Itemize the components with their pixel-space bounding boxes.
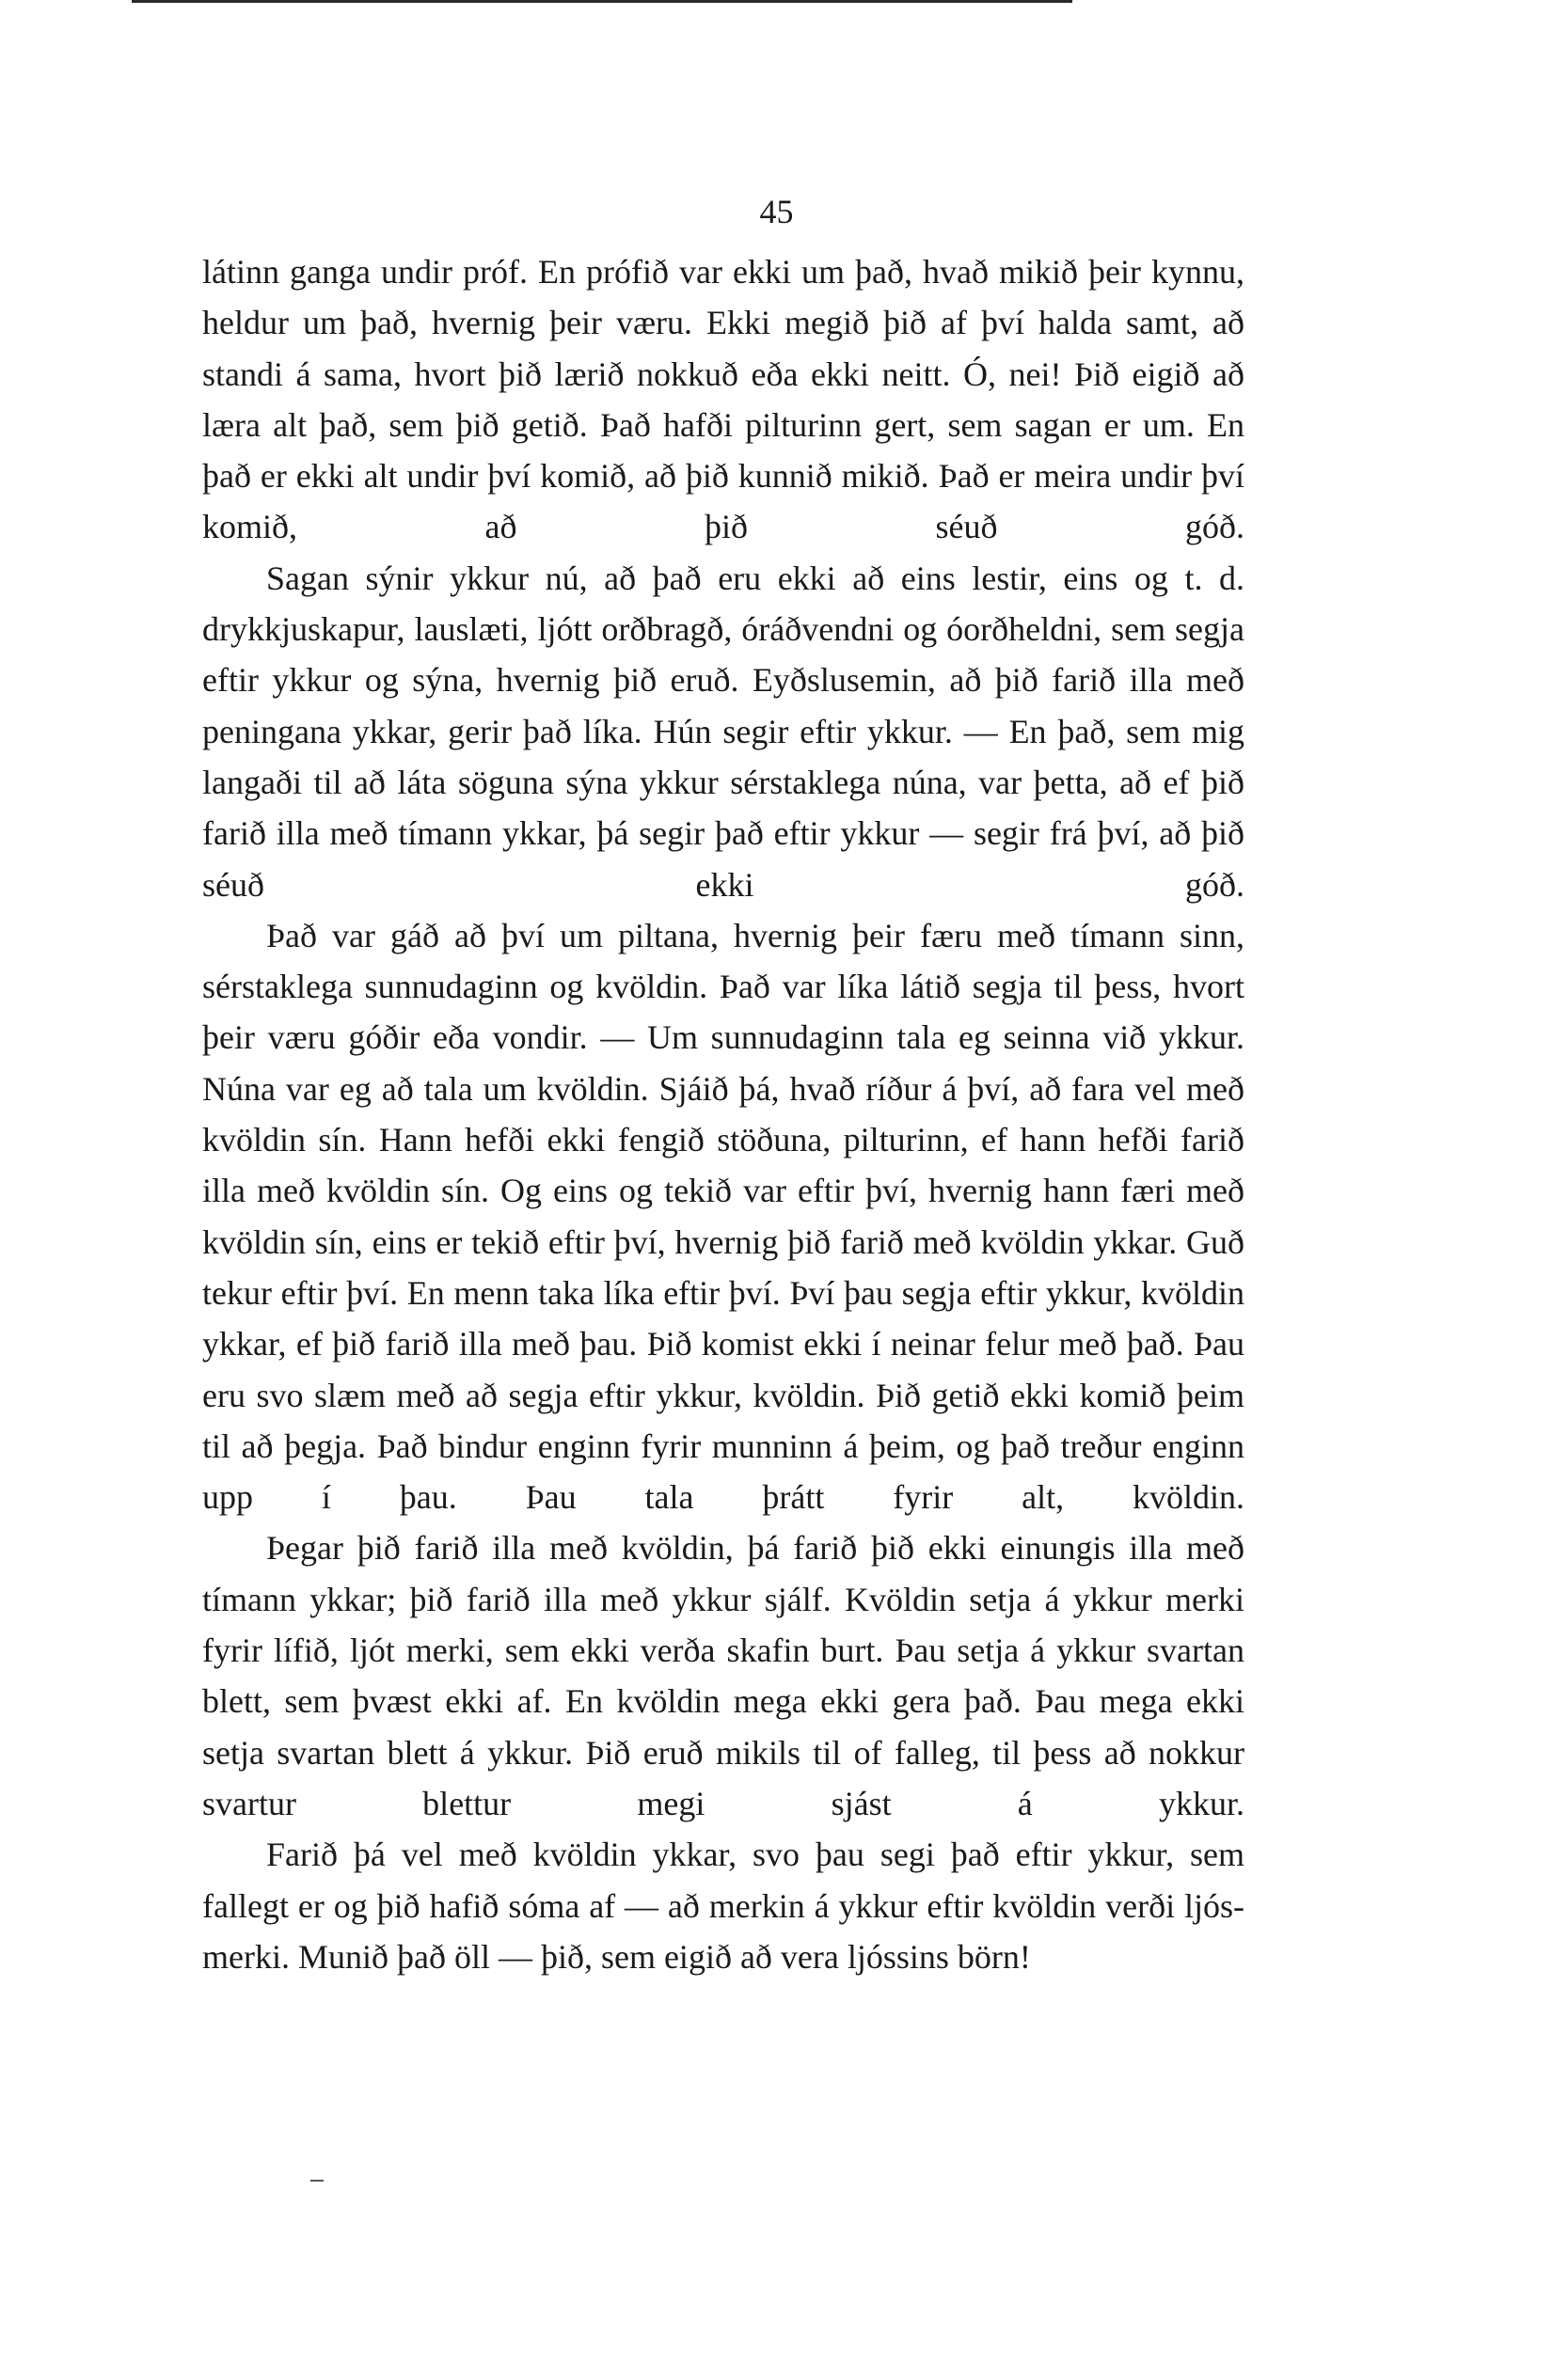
footer-dash-mark	[310, 2180, 324, 2182]
paragraph-5: Farið þá vel með kvöldin ykkar, svo þau segi það eftir ykkur, sem fallegt er og þið hafið sóma af — að merkin á ykkur eftir kvöldin verði ljós-merki. Munið það öll — þið, sem eigið að vera ljóssins börn!	[202, 1836, 1244, 1976]
page-number: 45	[759, 193, 794, 230]
paragraph-1: látinn ganga undir próf. En prófið var ekki um það, hvað mikið þeir kynnu, heldur um það, hvernig þeir væru. Ekki megið þið af því halda samt, að standi á sama, hvort þið lærið nokkuð eða ekki neitt. Ó, nei! Þið eigið að læra alt það, sem þið getið. Það hafði pilturinn gert, sem sagan er um. En það er ekki alt undir því komið, að þið kunnið mikið. Það er meira undir því komið, að þið séuð góð.	[202, 253, 1244, 546]
paragraph-2: Sagan sýnir ykkur nú, að það eru ekki að eins lestir, eins og t. d. drykkjuskapur, lauslæti, ljótt orðbragð, óráðvendni og óorðheldni, sem segja eftir ykkur og sýna, hvernig þið eruð. Eyðslusemin, að þið farið illa með peningana ykkar, gerir það líka. Hún segir eftir ykkur. — En það, sem mig langaði til að láta söguna sýna ykkur sérstaklega núna, var þetta, að ef þið farið illa með tímann ykkar, þá segir það eftir ykkur — segir frá því, að þið séuð ekki góð.	[202, 559, 1244, 904]
paragraph-4: Þegar þið farið illa með kvöldin, þá farið þið ekki einungis illa með tímann ykkar; þið farið illa með ykkur sjálf. Kvöldin setja á ykkur merki fyrir lífið, ljót merki, sem ekki verða skafin burt. Þau setja á ykkur svartan blett, sem þvæst ekki af. En kvöldin mega ekki gera það. Þau mega ekki setja svartan blett á ykkur. Þið eruð mikils til of falleg, til þess að nokkur svartur blettur megi sjást á ykkur.	[202, 1529, 1244, 1822]
paragraph-3: Það var gáð að því um piltana, hvernig þeir færu með tímann sinn, sérstaklega sunnudaginn og kvöldin. Það var líka látið segja til þess, hvort þeir væru góðir eða vondir. — Um sunnudaginn tala eg seinna við ykkur. Núna var eg að tala um kvöldin. Sjáið þá, hvað ríður á því, að fara vel með kvöldin sín. Hann hefði ekki fengið stöðuna, pilturinn, ef hann hefði farið illa með kvöldin sín. Og eins og tekið var eftir því, hvernig hann færi með kvöldin sín, eins er tekið eftir því, hvernig þið farið með kvöldin ykkar. Guð tekur eftir því. En menn taka líka eftir því. Því þau segja eftir ykkur, kvöldin ykkar, ef þið farið illa með þau. Þið komist ekki í neinar felur með það. Þau eru svo slæm með að segja eftir ykkur, kvöldin. Þið getið ekki komið þeim til að þegja. Það bindur enginn fyrir munninn á þeim, og það treður enginn upp í þau. Þau tala þrátt fyrir alt, kvöldin.	[202, 916, 1244, 1517]
top-border-line	[132, 0, 1072, 3]
page-body	[202, 246, 1244, 1982]
